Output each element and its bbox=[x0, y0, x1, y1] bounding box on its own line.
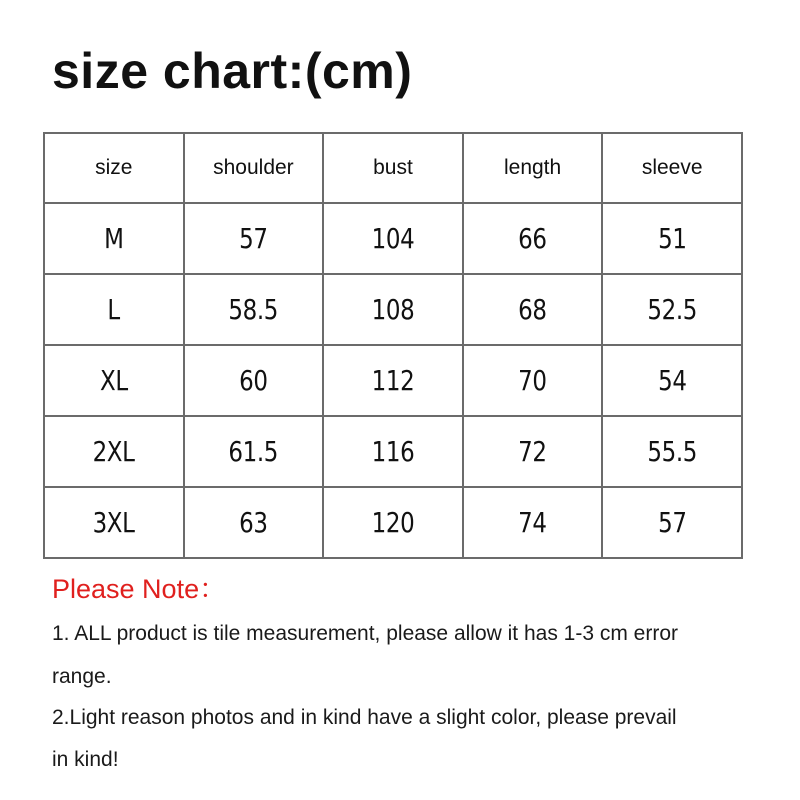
cell-bust: 108 bbox=[323, 274, 463, 345]
column-header-size: size bbox=[44, 133, 184, 203]
note-line-1: 1. ALL product is tile measurement, please allow it has 1-3 cm error bbox=[52, 622, 679, 645]
note-line-4: in kind! bbox=[52, 748, 119, 771]
cell-size: M bbox=[44, 203, 184, 274]
column-header-length: length bbox=[463, 133, 603, 203]
cell-sleeve: 54 bbox=[602, 345, 742, 416]
note-line-3: 2.Light reason photos and in kind have a slight color, please prevail bbox=[52, 706, 677, 729]
cell-length: 68 bbox=[463, 274, 603, 345]
note-line-2: range. bbox=[52, 665, 112, 688]
cell-sleeve: 52.5 bbox=[602, 274, 742, 345]
size-chart-table bbox=[43, 132, 743, 559]
cell-bust: 104 bbox=[323, 203, 463, 274]
cell-size: XL bbox=[44, 345, 184, 416]
header-row bbox=[44, 133, 742, 203]
cell-length: 70 bbox=[463, 345, 603, 416]
table-row bbox=[44, 274, 742, 345]
table-row bbox=[44, 487, 742, 558]
page-title: size chart:(cm) bbox=[52, 43, 413, 99]
table-row bbox=[44, 203, 742, 274]
cell-shoulder: 60 bbox=[184, 345, 324, 416]
cell-sleeve: 55.5 bbox=[602, 416, 742, 487]
column-header-shoulder: shoulder bbox=[184, 133, 324, 203]
cell-size: 2XL bbox=[44, 416, 184, 487]
cell-bust: 116 bbox=[323, 416, 463, 487]
cell-shoulder: 63 bbox=[184, 487, 324, 558]
cell-sleeve: 51 bbox=[602, 203, 742, 274]
table-row bbox=[44, 345, 742, 416]
cell-shoulder: 57 bbox=[184, 203, 324, 274]
cell-length: 66 bbox=[463, 203, 603, 274]
column-header-sleeve: sleeve bbox=[602, 133, 742, 203]
cell-size: 3XL bbox=[44, 487, 184, 558]
column-header-bust: bust bbox=[323, 133, 463, 203]
cell-bust: 120 bbox=[323, 487, 463, 558]
note-heading: Please Note： bbox=[52, 574, 227, 604]
cell-length: 74 bbox=[463, 487, 603, 558]
cell-bust: 112 bbox=[323, 345, 463, 416]
table-row bbox=[44, 416, 742, 487]
cell-sleeve: 57 bbox=[602, 487, 742, 558]
cell-shoulder: 61.5 bbox=[184, 416, 324, 487]
cell-shoulder: 58.5 bbox=[184, 274, 324, 345]
cell-size: L bbox=[44, 274, 184, 345]
cell-length: 72 bbox=[463, 416, 603, 487]
